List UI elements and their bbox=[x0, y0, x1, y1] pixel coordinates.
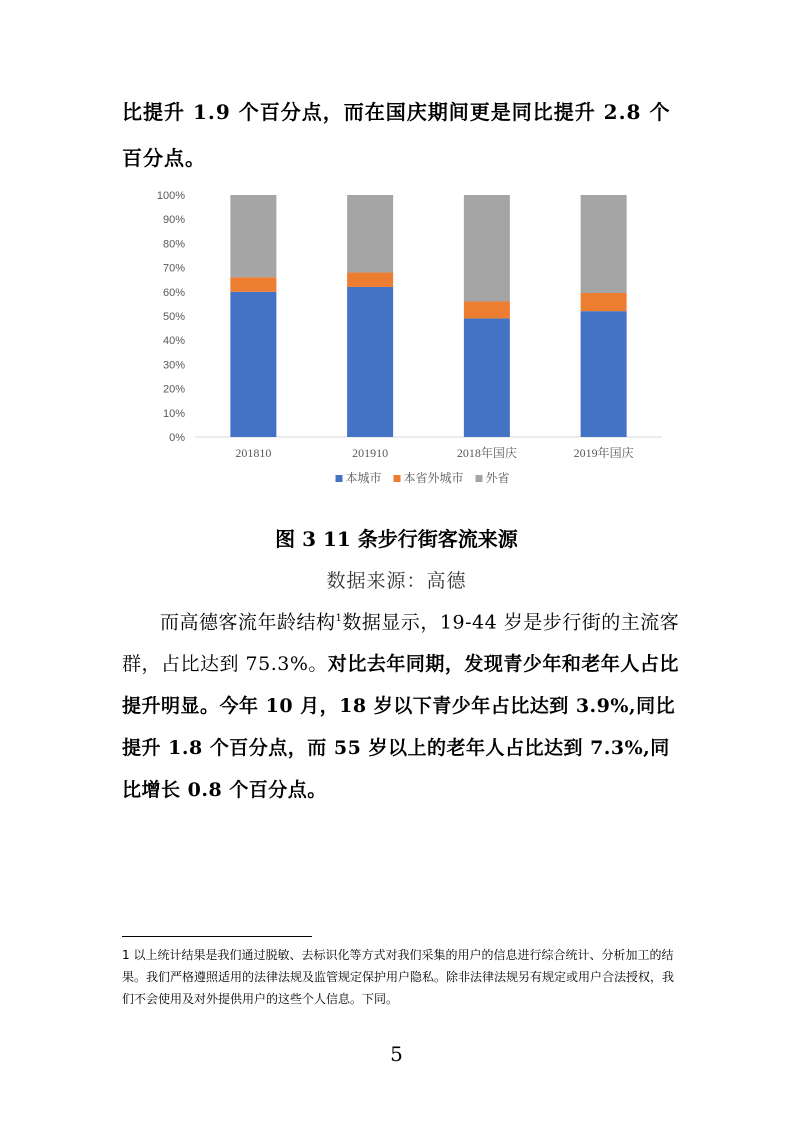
footnote-rule bbox=[122, 936, 312, 937]
footnote-ref[interactable]: 1 bbox=[335, 613, 343, 624]
legend-swatch bbox=[476, 475, 483, 482]
body-text-line-2: 百分点。 bbox=[122, 146, 206, 170]
legend-label: 本省外城市 bbox=[403, 471, 464, 485]
y-tick-label: 20% bbox=[162, 383, 185, 396]
x-tick-label: 201810 bbox=[235, 446, 272, 460]
data-source: 数据来源：高德 bbox=[326, 570, 467, 592]
bar-segment bbox=[581, 293, 627, 311]
paragraph-normal-2: 数据显示，19-44 岁是步行街的主流客群，占比达到 75.3%。 bbox=[122, 611, 680, 676]
y-tick-label: 50% bbox=[162, 311, 185, 323]
y-tick-label: 60% bbox=[162, 286, 185, 299]
footnote-text: 1 以上统计结果是我们通过脱敏、去标识化等方式对我们采集的用户的信息进行综合统计、分析加工的结果。我们严格遵照适用的法律法规及监管规定保护用户隐私。除非法律法规另有规定或用户合法授权，我们不会使用及对外提供用户的这些个人信息。下同。 bbox=[122, 948, 675, 1006]
x-tick-label: 201910 bbox=[352, 446, 389, 460]
legend-swatch bbox=[336, 475, 343, 482]
bar-segment bbox=[230, 277, 276, 292]
y-tick-label: 10% bbox=[162, 407, 185, 420]
body-text-line-1: 比提升 1.9 个百分点，而在国庆期间更是同比提升 2.8 个 bbox=[122, 100, 671, 124]
stacked-bar-chart bbox=[150, 180, 670, 500]
legend-swatch bbox=[394, 475, 401, 482]
y-tick-label: 30% bbox=[162, 359, 185, 372]
legend-label: 外省 bbox=[485, 471, 510, 485]
bar-segment bbox=[230, 195, 276, 277]
bar-segment bbox=[347, 195, 393, 272]
bar-segment bbox=[347, 272, 393, 287]
bar-segment bbox=[581, 195, 627, 293]
bar-segment bbox=[230, 292, 276, 437]
legend-label: 本城市 bbox=[345, 471, 382, 485]
y-tick-label: 90% bbox=[162, 214, 185, 227]
page-number: 5 bbox=[390, 1042, 403, 1066]
y-tick-label: 80% bbox=[162, 238, 185, 251]
y-tick-label: 100% bbox=[156, 190, 185, 202]
paragraph-normal: 而高德客流年龄结构 bbox=[160, 611, 336, 634]
x-tick-label: 2018年国庆 bbox=[456, 446, 517, 460]
x-tick-label: 2019年国庆 bbox=[573, 446, 634, 460]
y-tick-label: 40% bbox=[162, 335, 185, 348]
age-paragraph bbox=[122, 598, 682, 811]
y-tick-label: 0% bbox=[169, 432, 185, 444]
bar-segment bbox=[464, 318, 510, 437]
bar-segment bbox=[581, 311, 627, 437]
bar-segment bbox=[464, 301, 510, 318]
bar-segment bbox=[464, 195, 510, 301]
figure-caption: 图 3 11 条步行街客流来源 bbox=[275, 527, 518, 551]
bar-segment bbox=[347, 287, 393, 437]
y-tick-label: 70% bbox=[162, 262, 185, 275]
paragraph-bold: 对比去年同期，发现青少年和老年人占比提升明显。今年 10 月，18 岁以下青少年占比达到 3.9%,同比提升 1.8 个百分点，而 55 岁以上的老年人占比达到 7.3%,同比增长 0.8 个百分点。 bbox=[122, 653, 679, 802]
